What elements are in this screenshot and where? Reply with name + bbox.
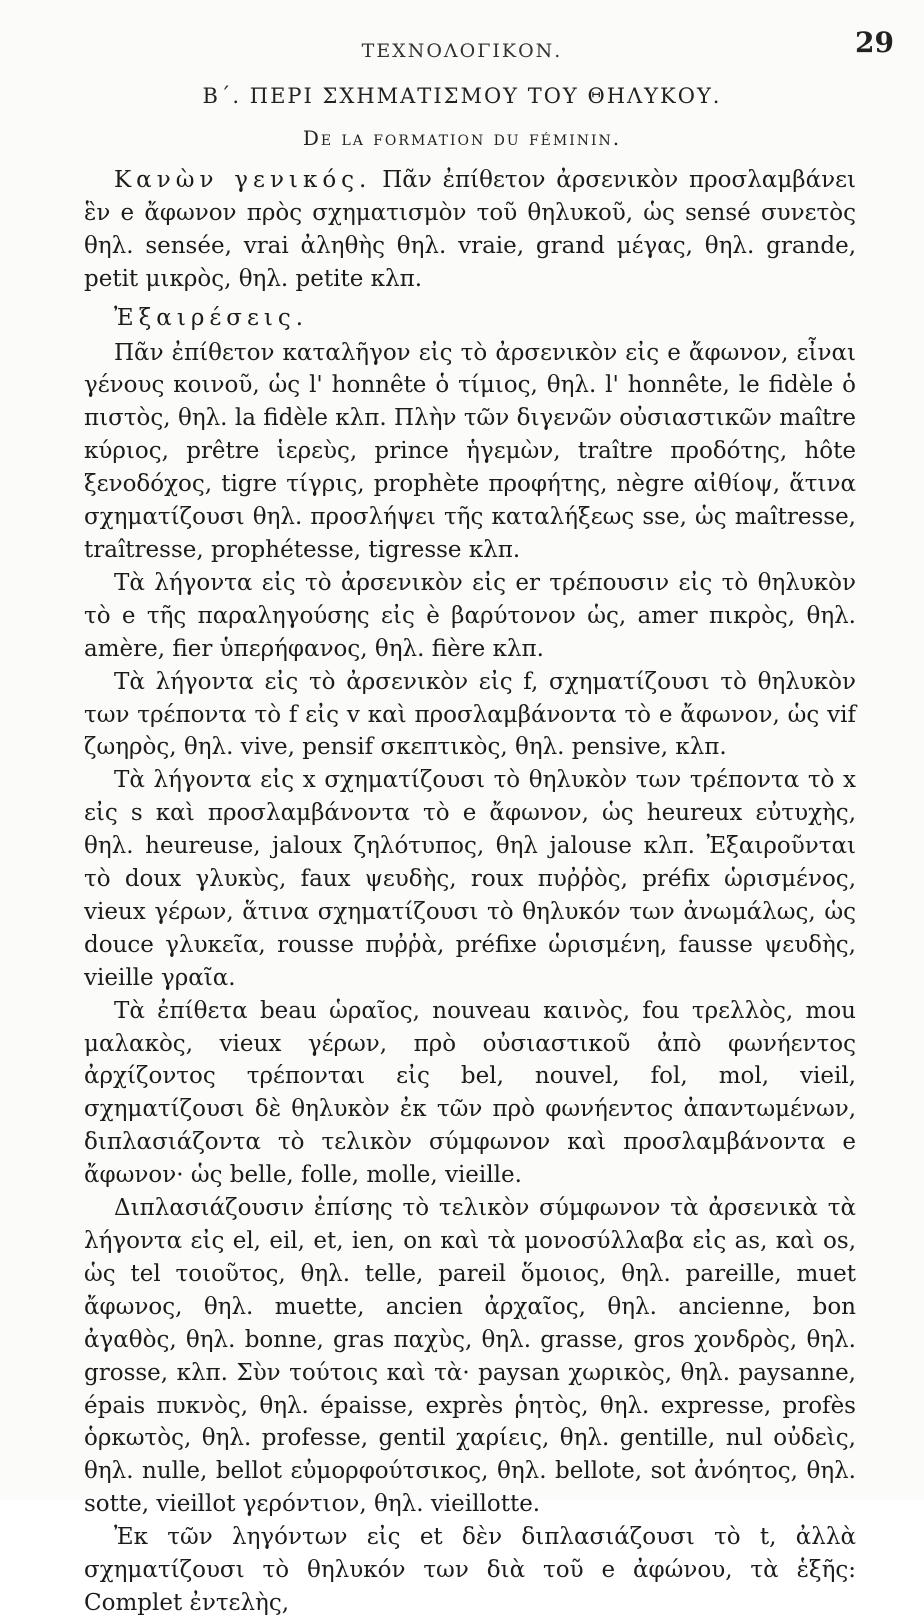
general-rule-text: Πᾶν ἐπίθετον ἀρσενικὸν προσλαμβάνει ἓν e ἄφωνον πρὸς σχηματισμὸν τοῦ θηλυκοῦ, ὡς sensé συνετὸς θηλ. sensée, vrai ἀληθὴς θηλ. vraie, grand μέγας, θηλ. grande, petit μικρὸς, θηλ. petite κλπ. xyxy=(84,167,857,292)
page-number: 29 xyxy=(855,26,894,59)
paragraph: Τὰ λήγοντα εἰς x σχηματίζουσι τὸ θηλυκὸν των τρέποντα τὸ x εἰς s καὶ προσλαμβάνοντα τὸ e ἄφωνον, ὡς heureux εὐτυχὴς, θηλ. heureuse, jaloux ζηλότυπος, θηλ jalouse κλπ. Ἐξαιροῦνται τὸ doux γλυκὺς, faux ψευδὴς, roux πυῤῥὸς, préfix ὡρισμένος, vieux γέρων, ἅτινα σχηματίζουσι τὸ θηλυκόν των ἀνωμάλως, ὡς douce γλυκεῖα, rousse πυῤῥὰ, préfixe ὡρισμένη, fausse ψευδὴς, vieille γραῖα. xyxy=(84,767,856,991)
general-rule-heading: Κανὼν γενικός. xyxy=(114,167,372,193)
paragraph: Τὰ ἐπίθετα beau ὡραῖος, nouveau καινὸς, fou τρελλὸς, mou μαλακὸς, vieux γέρων, πρὸ οὐσιαστικοῦ ἀπὸ φωνήεντος ἀρχίζοντος τρέπονται εἰς bel, nouvel, fol, mol, vieil, σχηματίζουσι δὲ θηλυκὸν ἐκ τῶν πρὸ φωνήεντος ἀπαντωμένων, διπλασιάζοντα τὸ τελικὸν σύμφωνον καὶ προσλαμβάνοντα e ἄφωνον· ὡς belle, folle, molle, vieille. xyxy=(84,997,856,1189)
body-text xyxy=(84,164,856,1620)
paragraph: Τὰ λήγοντα εἰς τὸ ἀρσενικὸν εἰς er τρέπουσιν εἰς τὸ θηλυκὸν τὸ e τῆς παραληγούσης εἰς è βαρύτονον ὡς, amer πικρὸς, θηλ. amère, fier ὑπερήφανος, θηλ. fière κλπ. xyxy=(84,569,856,662)
paragraph: Ἐκ τῶν ληγόντων εἰς et δὲν διπλασιάζουσι τὸ t, ἀλλὰ σχηματίζουσι τὸ θηλυκόν των διὰ τοῦ e ἀφώνου, τὰ ἑξῆς: Complet ἐντελὴς, xyxy=(84,1524,856,1616)
running-head: ΤΕΧΝΟΛΟΓΙΚΟΝ. xyxy=(361,40,563,62)
section-subtitle: De la formation du féminin. xyxy=(302,126,622,150)
section-title: Β΄. ΠΕΡΙ ΣΧΗΜΑΤΙΣΜΟΥ ΤΟΥ ΘΗΛΥΚΟΥ. xyxy=(202,84,722,108)
general-rule-paragraph xyxy=(84,164,856,296)
paragraph: Πᾶν ἐπίθετον καταλῆγον εἰς τὸ ἀρσενικὸν εἰς e ἄφωνον, εἶναι γένους κοινοῦ, ὡς l' honnête ὁ τίμιος, θηλ. l' honnête, le fidèle ὁ πιστὸς, θηλ. la fidèle κλπ. Πλὴν τῶν διγενῶν οὐσιαστικῶν maître κύριος, prêtre ἱερεὺς, prince ἡγεμὼν, traître προδότης, hôte ξενοδόχος, tigre τίγρις, prophète προφήτης, nègre αἰθίοψ, ἅτινα σχηματίζουσι θηλ. προσλήψει τῆς καταλήξεως sse, ὡς maîtresse, traîtresse, prophétesse, tigresse κλπ. xyxy=(84,339,856,563)
paragraph: Διπλασιάζουσιν ἐπίσης τὸ τελικὸν σύμφωνον τὰ ἀρσενικὰ τὰ λήγοντα εἰς el, eil, et, ien, on καὶ τὰ μονοσύλλαβα εἰς as, καὶ os, ὡς tel τοιοῦτος, θηλ. telle, pareil ὅμοιος, θηλ. pareille, muet ἄφωνος, θηλ. muette, ancien ἀρχαῖος, θηλ. ancienne, bon ἀγαθὸς, θηλ. bonne, gras παχὺς, θηλ. grasse, gros χονδρὸς, θηλ. grosse, κλπ. Σὺν τούτοις καὶ τὰ· paysan χωρικὸς, θηλ. paysanne, épais πυκνὸς, θηλ. épaisse, exprès ῥητὸς, θηλ. expresse, profès ὁρκωτὸς, θηλ. professe, gentil χαρίεις, θηλ. gentille, nul οὐδεὶς, θηλ. nulle, bellot εὐμορφούτσικος, θηλ. bellote, sot ἀνόητος, θηλ. sotte, vieillot γερόντιον, θηλ. vieillotte. xyxy=(84,1195,856,1518)
exceptions-heading xyxy=(84,302,856,335)
paragraph: Τὰ λήγοντα εἰς τὸ ἀρσενικὸν εἰς f, σχηματίζουσι τὸ θηλυκὸν των τρέποντα τὸ f εἰς v καὶ προσλαμβάνοντα τὸ e ἄφωνον, ὡς vif ζωηρὸς, θηλ. vive, pensif σκεπτικὸς, θηλ. pensive, κλπ. xyxy=(84,668,856,761)
exceptions-heading-text: Ἐξαιρέσεις. xyxy=(114,304,309,331)
